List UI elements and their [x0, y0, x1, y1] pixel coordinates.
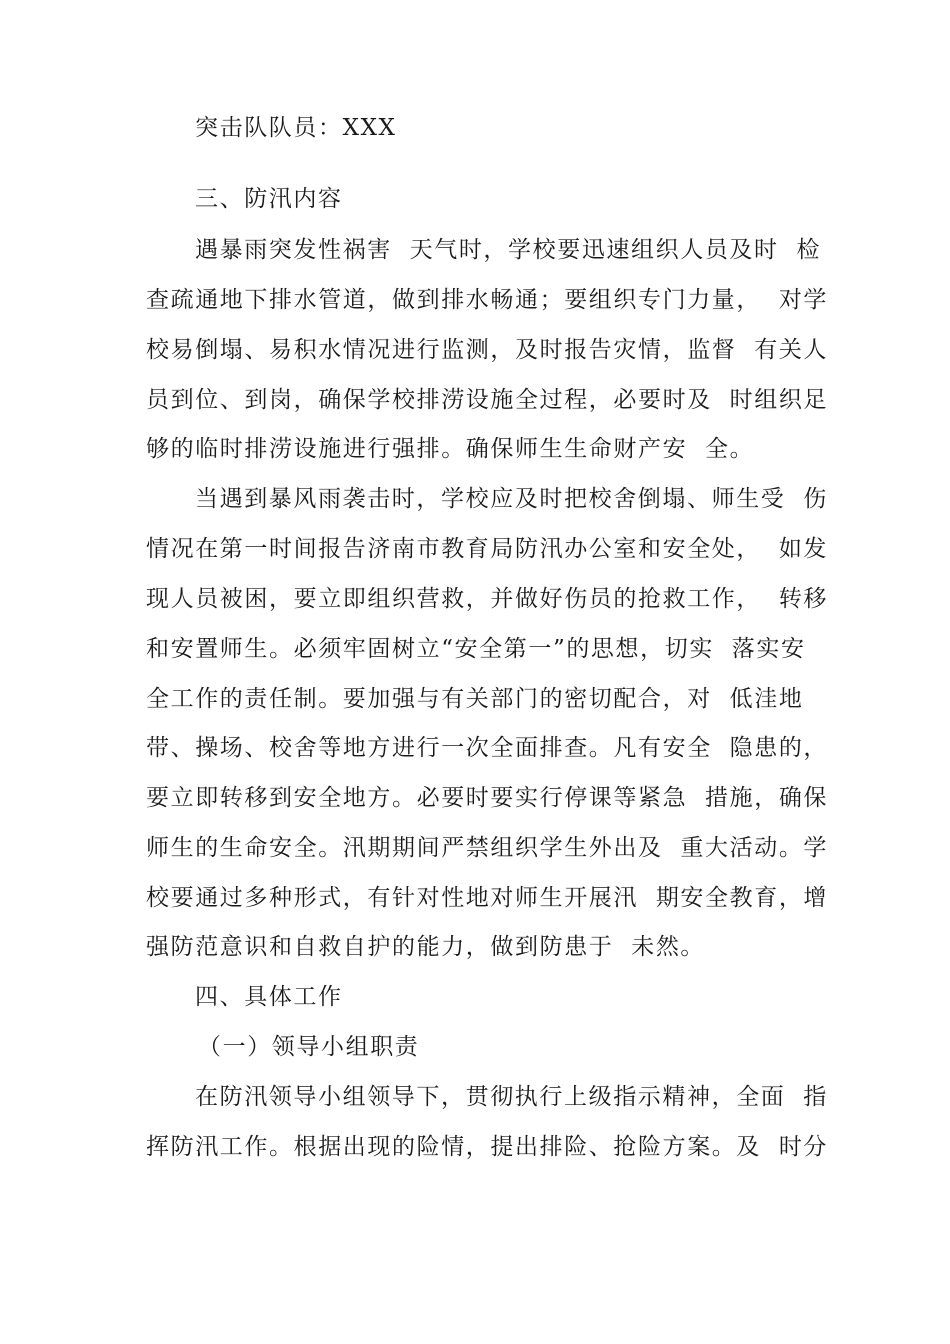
- paragraph-line: 和安置师生。必须牢固树立“安全第一”的思想，切实 落实安: [146, 636, 806, 662]
- section-heading-4: 四、具体工作: [195, 984, 343, 1010]
- paragraph-line: 要立即转移到安全地方。必要时要实行停课等紧急 措施，确保: [146, 785, 829, 811]
- paragraph-line: 师生的生命安全。汛期期间严禁组织学生外出及 重大活动。学: [146, 835, 829, 861]
- paragraph-line: 当遇到暴风雨袭击时，学校应及时把校舍倒塌、师生受 伤: [195, 486, 828, 512]
- paragraph-line: 校要通过多种形式，有针对性地对师生开展汛 期安全教育，增: [146, 885, 829, 911]
- paragraph-line: 员到位、到岗，确保学校排涝设施全过程，必要时及 时组织足: [146, 387, 829, 413]
- paragraph-line: 全工作的责任制。要加强与有关部门的密切配合，对 低洼地: [146, 686, 804, 712]
- paragraph-line: 校易倒塌、易积水情况进行监测，及时报告灾情，监督 有关人: [146, 337, 829, 363]
- paragraph-line: 带、操场、校舍等地方进行一次全面排查。凡有安全 隐患的，: [146, 735, 829, 761]
- subsection-heading-1: （一）领导小组职责: [198, 1034, 420, 1060]
- paragraph-line: 查疏通地下排水管道，做到排水畅通；要组织专门力量， 对学: [146, 287, 829, 313]
- paragraph-line: 挥防汛工作。根据出现的险情，提出排险、抢险方案。及 时分: [146, 1134, 829, 1160]
- paragraph-line: 在防汛领导小组领导下，贯彻执行上级指示精神，全面 指: [195, 1084, 828, 1110]
- paragraph-line: 够的临时排涝设施进行强排。确保师生生命财产安 全。: [146, 436, 755, 462]
- section-heading-3: 三、防汛内容: [195, 186, 343, 212]
- paragraph-line: 遇暴雨突发性祸害 天气时，学校要迅速组织人员及时 检: [195, 237, 822, 263]
- paragraph-line: 情况在第一时间报告济南市教育局防汛办公室和安全处， 如发: [146, 536, 829, 562]
- team-member-line: 突击队队员：XXX: [195, 115, 397, 141]
- paragraph-line: 强防范意识和自救自护的能力，做到防患于 未然。: [146, 934, 706, 960]
- paragraph-line: 现人员被困，要立即组织营救，并做好伤员的抢救工作， 转移: [146, 586, 829, 612]
